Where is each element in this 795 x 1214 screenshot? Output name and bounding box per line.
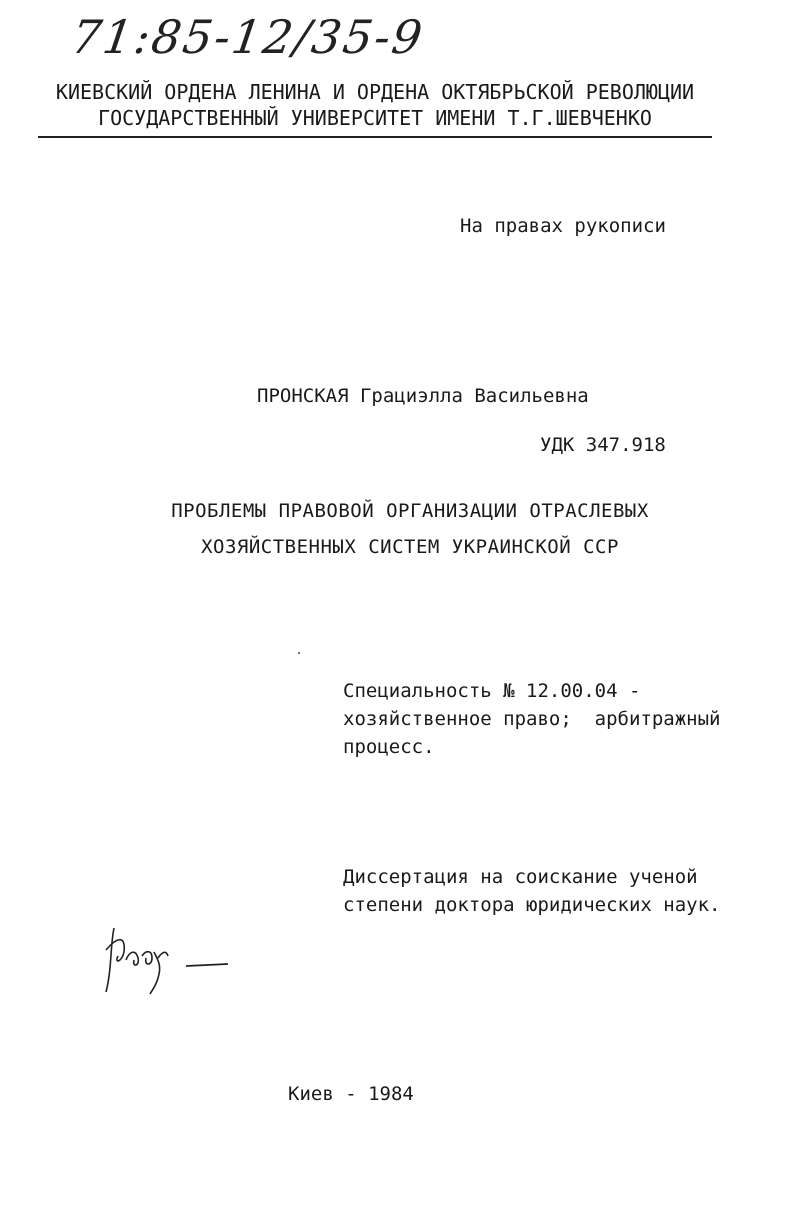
- specialty-line-3: процесс.: [343, 736, 435, 758]
- university-line-2: ГОСУДАРСТВЕННЫЙ УНИВЕРСИТЕТ ИМЕНИ Т.Г.ШЕВЧЕНКО: [98, 106, 652, 130]
- university-line-1: КИЕВСКИЙ ОРДЕНА ЛЕНИНА И ОРДЕНА ОКТЯБРЬСКОЙ РЕВОЛЮЦИИ: [55, 80, 695, 104]
- udc-code: УДК 347.918: [540, 434, 666, 456]
- stray-mark: [298, 652, 300, 654]
- dissertation-title-line-1: ПРОБЛЕМЫ ПРАВОВОЙ ОРГАНИЗАЦИИ ОТРАСЛЕВЫХ: [171, 500, 649, 522]
- handwritten-signature: [100, 920, 240, 1000]
- dissertation-line-2: степени доктора юридических наук.: [343, 894, 721, 916]
- city-and-year: Киев - 1984: [288, 1083, 414, 1105]
- archive-number: 71:85-12/35-9: [68, 10, 428, 64]
- dissertation-statement: [343, 863, 721, 919]
- author-name: ПРОНСКАЯ Грациэлла Васильевна: [257, 385, 589, 407]
- specialty-line-2: хозяйственное право; арбитражный: [343, 708, 721, 730]
- specialty-line-1: Специальность № 12.00.04 -: [343, 680, 641, 702]
- dissertation-title-line-2: ХОЗЯЙСТВЕННЫХ СИСТЕМ УКРАИНСКОЙ ССР: [201, 536, 619, 558]
- specialty-block: [343, 677, 721, 761]
- manuscript-note: На правах рукописи: [460, 215, 666, 237]
- header-divider: [38, 136, 712, 138]
- dissertation-line-1: Диссертация на соискание ученой: [343, 866, 698, 888]
